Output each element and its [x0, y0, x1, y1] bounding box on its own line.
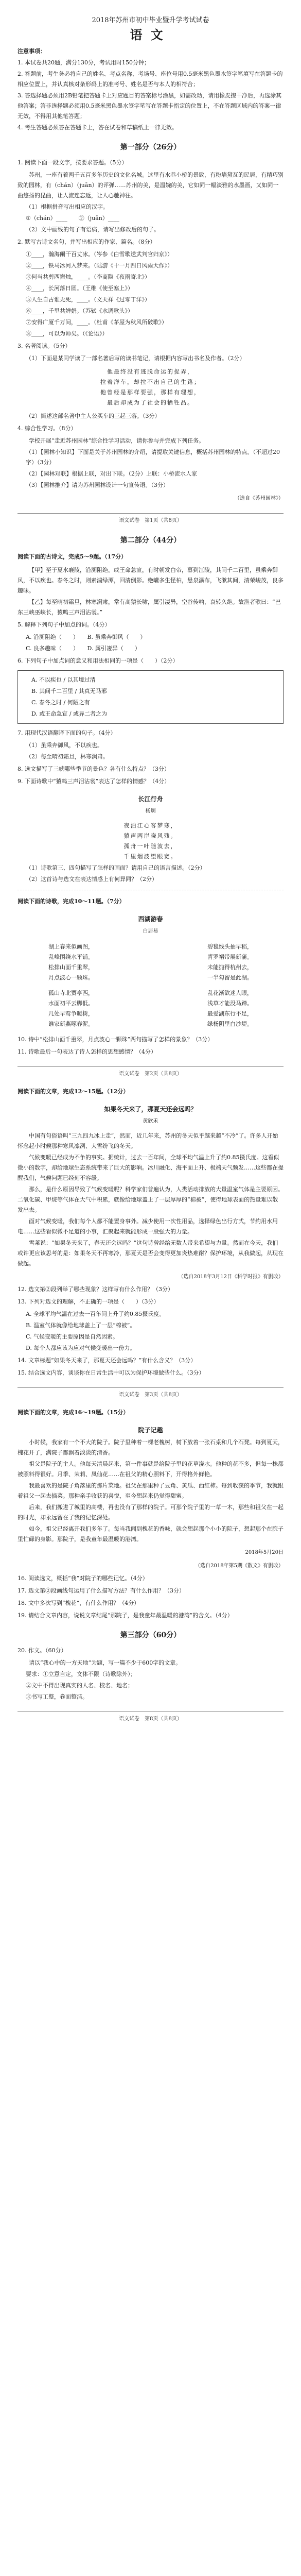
question-10: 10. 诗中“松排山面千重翠，月点波心一颗珠”两句描写了怎样的景象？（3分） — [17, 1036, 214, 1043]
question-3-verse — [17, 367, 284, 408]
article-paragraph: 小时候，我家有一个不大的院子。院子里种着一棵老槐树，树下放着一张石桌和几个石凳。每到夏天，槐花开了，满院子都飘着淡淡的清香。 — [17, 1439, 284, 1456]
question-18: 18. 文中多次写到“槐花”，有什么作用？（4分） — [17, 1600, 140, 1606]
article-paragraph: 气候变暖已经成为不争的事实。据统计，过去一百年间，全球平均气温上升了约0.85摄氏度。这看似微小的数字，却给地球生态系统带来了巨大的影响。冰川融化、海平面上升、极端天气频发……这些都在提醒我们，气候问题已经刻不容缓。 — [17, 1154, 284, 1181]
question-3-lead: 3. 名著阅读。（5分） — [17, 343, 71, 349]
verse-line: 最后却成为了社会的牺牲品。 — [107, 399, 194, 406]
page-footer: 语文试卷 第3页（共8页） — [17, 1387, 284, 1400]
poem-column-right — [207, 942, 253, 983]
question-1-sub: ①（chán）____ ②（juān）____ — [26, 215, 119, 222]
question-13-option: A. 全球平均气温在过去一百年间上升了约0.85摄氏度。 — [26, 1311, 165, 1317]
poem-line: 千里烟波望眼宽。 — [123, 853, 178, 860]
question-14: 14. 文章标题“如果冬天来了，那夏天还会远吗？”有什么含义？（3分） — [17, 1357, 197, 1364]
poem-line: 一半勾留是此湖。 — [207, 974, 253, 981]
poem-column-right — [207, 988, 253, 1029]
poem-line: 松排山面千重翠， — [48, 964, 94, 971]
poem-line: 乱峰围绕水平铺。 — [48, 954, 94, 960]
question-20-text: 请以“我心中的一方天地”为题，写一篇不少于600字的文章。 — [29, 1659, 182, 1666]
article-paragraph: 我最喜欢的是院子角落里的那片菜地。祖父在那里种了豆角、黄瓜、西红柿。每到收获的季节，我就跟着祖父一起去摘菜。那种亲手收获的喜悦，至今想起来仍觉得甜蜜。 — [17, 1482, 284, 1499]
article-title: 院子记趣 — [138, 1427, 163, 1434]
question-19: 19. 请结合文章内容，说说文章结尾“那院子，是我童年最温暖的港湾”的含义。（4分） — [17, 1612, 233, 1619]
section-lead: 阅读下面的文章，完成12～15题。（12分） — [17, 1088, 129, 1095]
question-7-item: （1）虽乘奔御风，不以疾也。 — [26, 742, 103, 749]
notes-list — [17, 58, 284, 133]
section-lead: 阅读下面的诗歌，完成10～11题。（7分） — [17, 898, 125, 905]
page-footer: 语文试卷 第1页（共8页） — [17, 513, 284, 526]
question-16: 16. 阅读选文，概括“我”对院子的哪些记忆。（4分） — [17, 1575, 148, 1582]
question-4-sub: （1）【园林小知识】下面是关于苏州园林的介绍，请提取关键信息，概括苏州园林的特点。（不超过20字）（3分） — [26, 449, 280, 466]
poem-line: 猿声两岸晓风残。 — [123, 833, 178, 839]
article-paragraph: 如今，祖父已经离开我们多年了。每当我闻到槐花的香味，就会想起那个小小的院子，想起那个在院子里忙碌的身影。那院子，是我童年最温暖的港湾。 — [17, 1526, 284, 1543]
verse-line: 拉着洋车，却拉不出自己的生路； — [100, 379, 201, 385]
poem-line: 乱花渐欲迷人眼， — [207, 990, 253, 996]
question-1-sub: （1）根据拼音写出相应的汉字。 — [26, 204, 109, 210]
question-13-option: C. 气候变暖的主要原因是自然因素。 — [26, 1333, 119, 1340]
section-lead: 阅读下面的古诗文，完成5～9题。（17分） — [17, 553, 127, 560]
question-9: 9. 下面诗歌中“猿鸣三声泪沾裳”表达了怎样的情感？（4分） — [17, 778, 170, 785]
question-2-item: ⑧____，可以为师矣。（《论语》） — [26, 330, 108, 337]
question-4-text: 学校开展“走近苏州园林”综合性学习活动，请你参与并完成下列任务。 — [29, 437, 205, 444]
question-5: 5. 解释下列句子中加点的词。（4分） — [17, 621, 111, 628]
source-note: （选自《苏州园林》） — [235, 496, 284, 501]
poem-title: 长江行舟 — [138, 795, 163, 803]
poem-line: 最爱湖东行不足， — [207, 1010, 253, 1017]
question-7-item: （2）每至晴初霜旦，林寒涧肃。 — [26, 753, 109, 760]
question-17: 17. 选文第②段画线句运用了什么描写方法？有什么作用？（3分） — [17, 1587, 185, 1594]
question-9-sub: （2）这首诗与选文在表达情感上有何异同？（2分） — [26, 876, 157, 883]
poem-line: 绿杨阴里白沙堤。 — [207, 1021, 253, 1027]
question-2-item: ③何当共剪西窗烛，____。（李商隐《夜雨寄北》） — [26, 274, 150, 280]
question-5-option: C. 良多趣味（ ） D. 属引凄异（ ） — [26, 645, 140, 652]
verse-line: 他曾经是那样要强，那样有理想， — [100, 389, 201, 396]
question-5-option: A. 沿溯阻绝（ ） B. 虽乘奔御风（ ） — [26, 634, 146, 640]
source-note: （选自2018年第5期《散文》有删改） — [195, 1563, 284, 1569]
poem-line: 未能抛得杭州去， — [207, 964, 253, 971]
article-author: 黄欣禾 — [143, 1118, 158, 1124]
question-4-sub: （2）【园林对联】根据上联，对出下联。（2分）上联：小桥流水人家 — [26, 470, 197, 477]
question-6-options — [17, 670, 284, 724]
poem-line: 孤舟一叶随波去， — [123, 843, 178, 850]
question-20-requirement: ②文中不得出现真实的人名、校名、地名； — [26, 1682, 133, 1689]
question-6: 6. 下列句子中加点词的意义和用法相同的一项是（ ）（2分） — [17, 657, 179, 664]
poem-stanza-pair — [17, 942, 284, 983]
question-20-requirement: 要求：①立意自定，文体不限（诗歌除外）； — [26, 1671, 136, 1677]
poem-line: 月点波心一颗珠。 — [48, 974, 94, 981]
question-2-lead: 2. 默写古诗文名句，并写出相应的作家、篇名。（8分） — [17, 239, 156, 245]
poem-column-left — [48, 988, 94, 1029]
question-1-sub: （2）文中画线的句子有语病，请写出修改后的句子。 — [26, 226, 160, 233]
article-paragraph: 那么，是什么原因导致了气候变暖呢？科学家们普遍认为，人类活动排放的大量温室气体是主要原因。二氧化碳、甲烷等气体在大气中积累，就像给地球盖上了一层厚厚的“棉被”，使得地球表面的热量难以散发出去。 — [17, 1186, 284, 1213]
article-paragraph: 面对气候变暖，我们每个人都不能置身事外。减少使用一次性用品，选择绿色出行方式，节约用水用电……这些看似微不足道的小事，汇聚起来就能形成一股强大的力量。 — [17, 1218, 278, 1235]
page-footer: 语文试卷 第2页（共8页） — [17, 1066, 284, 1079]
question-6-option: D. 或王命急宣 / 或异二者之为 — [31, 710, 108, 717]
question-12: 12. 选文第②段列举了哪些现象？这样写有什么作用？（3分） — [17, 1286, 173, 1293]
question-6-option: B. 其间千二百里 / 其真无马邪 — [31, 688, 107, 694]
question-13: 13. 下列对选文的理解，不正确的一项是（ ）（3分） — [17, 1298, 160, 1305]
article-title: 如果冬天来了，那夏天还会远吗？ — [104, 1106, 197, 1113]
verse-line: 他最终没有逃脱命运的捉弄， — [107, 368, 194, 375]
article-paragraph: 祖父是院子的主人。他每天清晨起来，第一件事就是给院子里的花草浇水。他种的花不多，但每一株都被照料得很好。月季、茉莉、凤仙花……在祖父的精心照料下，开得格外鲜艳。 — [17, 1461, 284, 1478]
poem-author: 白居易 — [143, 928, 158, 934]
poem-line: 夜泊江心客梦寒， — [123, 822, 178, 829]
classical-text-a: 【甲】至于夏水襄陵，沿溯阻绝。或王命急宣，有时朝发白帝，暮到江陵，其间千二百里，虽乘奔御风，不以疾也。春冬之时，则素湍绿潭，回清倒影。绝巘多生怪柏，悬泉瀑布，飞漱其间，清荣峻茂，良多趣味。 — [17, 567, 284, 594]
classical-text-b: 【乙】每至晴初霜旦，林寒涧肃，常有高猿长啸，属引凄异，空谷传响，哀转久绝。故渔者歌曰：“巴东三峡巫峡长，猿鸣三声泪沾裳。” — [17, 599, 281, 616]
question-2-item: ④____，长河落日圆。（王维《使至塞上》） — [26, 285, 133, 292]
question-2-item: ⑦安得广厦千万间，____。（杜甫《茅屋为秋风所破歌》） — [26, 319, 167, 326]
poem-column-left — [48, 942, 94, 983]
note-item: 4. 考生答题必须答在答题卡上，答在试卷和草稿纸上一律无效。 — [17, 124, 178, 131]
note-item: 1. 本试卷共20题，满分130分，考试用时150分钟； — [17, 59, 150, 66]
poem-author: 杨炯 — [145, 808, 156, 814]
question-11: 11. 诗歌最后一句表达了诗人怎样的思想感情？（4分） — [17, 1048, 156, 1055]
question-1-lead: 1. 阅读下面一段文字，按要求答题。（5分） — [17, 159, 128, 166]
poem-line: 湖上春来似画图， — [48, 943, 94, 950]
question-2-item: ⑥____，千里共婵娟。（苏轼《水调歌头》） — [26, 308, 133, 314]
notes-heading: 注意事项： — [17, 48, 46, 55]
question-7: 7. 用现代汉语翻译下面的句子。（4分） — [17, 730, 116, 736]
poem-line: 青罗裙带展新蒲。 — [207, 954, 253, 960]
page-footer: 语文试卷 第8页（共8页） — [17, 1711, 284, 1724]
poem-line: 谁家新燕啄春泥。 — [48, 1021, 94, 1027]
poem-line: 碧毯线头抽早稻， — [207, 943, 253, 950]
subject-title: 语文 — [130, 27, 171, 42]
question-2-item: ②____，铁马冰河入梦来。（陆游《十一月四日风雨大作》） — [26, 262, 173, 269]
part2-title: 第二部分（44分） — [120, 536, 181, 545]
section-lead: 阅读下面的文章，完成16～19题。（15分） — [17, 1409, 129, 1416]
question-9-sub: （1）诗歌第三、四句描写了怎样的画面？请用自己的语言描述。（2分） — [26, 865, 206, 871]
question-15: 15. 结合选文内容，谈谈你在日常生活中可以为保护环境做些什么。（3分） — [17, 1369, 205, 1376]
part3-title: 第三部分（60分） — [120, 1631, 181, 1639]
question-2-item: ⑤人生自古谁无死，____。（文天祥《过零丁洋》） — [26, 296, 150, 303]
question-20: 20. 作文。（60分） — [17, 1647, 67, 1654]
question-3-text: （1）下面是某同学读了一部名著后写的读书笔记，请根据内容写出书名及作者。（2分） — [26, 355, 245, 362]
question-4-sub: （3）【园林推介】请为苏州园林设计一句宣传语。（3分） — [26, 482, 169, 488]
exam-title: 2018年苏州市初中毕业暨升学考试试卷 — [92, 16, 209, 24]
question-1-text: 苏州，一座有着两千五百多年历史的文化名城。这里有水巷小桥的景致，有粉墙黛瓦的民居，有精巧别致的园林，有（chán）（juān）的评弹……苏州的美，是温婉的美，它如同一幅淡雅的水墨画，又如同一曲悠扬的昆曲，让人流连忘返，让人心驰神往。 — [17, 172, 284, 199]
question-13-option: B. 温室气体就像给地球盖上了一层“棉被”。 — [26, 1322, 136, 1329]
poem-line: 水面初平云脚低。 — [48, 1000, 94, 1007]
note-item: 2. 答题前，考生务必将自己的姓名、考点名称、考场号、座位号用0.5毫米黑色墨水签字笔填写在答题卡的相应位置上，并认真核对条形码上的准考号、姓名是否与本人的相符合； — [17, 71, 283, 88]
poem-line: 浅草才能没马蹄。 — [207, 1000, 253, 1007]
question-3-tail: （2）简述这部名著中主人公买车的三起三落。（3分） — [26, 413, 161, 419]
part1-title: 第一部分（26分） — [120, 143, 181, 151]
question-20-requirement: ③书写工整，卷面整洁。 — [26, 1693, 88, 1700]
poem-line: 几处早莺争暖树， — [48, 1010, 94, 1017]
article-paragraph: 雪莱说：“如果冬天来了，春天还会远吗？”这句诗曾经给无数人带来希望与力量。然而在今天，我们或许更应该思考的是：如果冬天不再寒冷，那夏天是否会变得更加炎热难耐？保护环境，从我做起，从现在做起。 — [17, 1240, 284, 1267]
question-4-lead: 4. 综合性学习。（8分） — [17, 425, 77, 432]
poem-stanza-pair — [17, 988, 284, 1029]
question-2-item: ①____，瀚海阑干百丈冰。（岑参《白雪歌送武判官归京》） — [26, 251, 173, 258]
question-8: 8. 选文描写了三峡哪些季节的景色？各有什么特点？（3分） — [17, 766, 170, 772]
poem-line: 孤山寺北贾亭西， — [48, 990, 94, 996]
question-6-option: C. 春冬之时 / 何陋之有 — [31, 699, 90, 706]
note-item: 3. 答选择题必须用2B铅笔把答题卡上对应题目的答案标号涂黑，如需改动，请用橡皮擦干净后，再选涂其他答案；答非选择题必须用0.5毫米黑色墨水签字笔写在答题卡指定的位置上，不在答题区域内的答案一律无效，不得用其他笔答题； — [17, 92, 282, 120]
article-date: 2018年5月20日 — [245, 1550, 284, 1555]
article-paragraph: 中国有句俗语叫“三九四九冰上走”，然而，近几年来，苏州的冬天似乎越来越“不冷”了。许多人开始怀念起小时候那种寒风凛冽、大雪纷飞的冬天。 — [17, 1132, 278, 1149]
poem-title: 西湖游春 — [138, 916, 163, 923]
source-note: （选自2018年3月12日《科学时报》有删改） — [178, 1274, 284, 1280]
article-paragraph: 后来，我们搬进了城里的高楼，再也没有了那样的院子。可那个院子里的一草一木，那些和祖父在一起的时光，却永远留在了我的记忆深处。 — [17, 1504, 284, 1521]
question-6-option: A. 不以疾也 / 以其境过清 — [31, 676, 96, 683]
question-13-option: D. 每个人都应该为应对气候变暖出一份力。 — [26, 1345, 136, 1351]
